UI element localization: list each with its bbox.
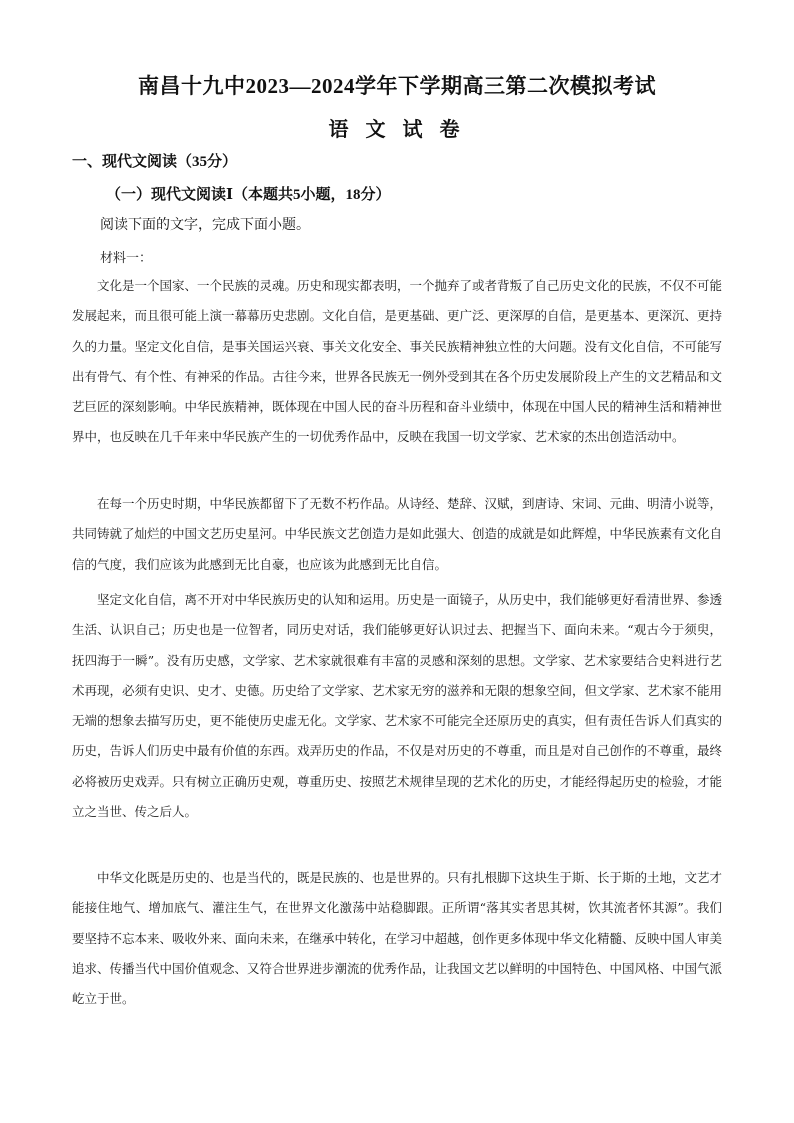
exam-subtitle: 语 文 试 卷	[328, 119, 466, 141]
paragraph-1: 文化是一个国家、一个民族的灵魂。历史和现实都表明，一个抛弃了或者背叛了自己历史文化的民族，不仅不可能发展起来，而且很可能上演一幕幕历史悲剧。文化自信，是更基础、更广泛、更深厚的自信，是更基本、更深沉、更持久的力量。坚定文化自信，是事关国运兴衰、事关文化安全、事关民族精神独立性的大问题。没有文化自信，不可能写出有骨气、有个性、有神采的作品。古往今来，世界各民族无一例外受到其在各个历史发展阶段上产生的文艺精品和文艺巨匠的深刻影响。中华民族精神，既体现在中国人民的奋斗历程和奋斗业绩中，体现在中国人民的精神生活和精神世界中，也反映在几千年来中华民族产生的一切优秀作品中，反映在我国一切文学家、艺术家的杰出创造活动中。	[72, 278, 723, 445]
paragraph-2: 在每一个历史时期，中华民族都留下了无数不朽作品。从诗经、楚辞、汉赋，到唐诗、宋词、元曲、明清小说等，共同铸就了灿烂的中国文艺历史星河。中华民族文艺创造力是如此强大、创造的成就是如此辉煌，中华民族素有文化自信的气度，我们应该为此感到无比自豪，也应该为此感到无比自信。	[72, 496, 723, 572]
material-label: 材料一：	[100, 250, 153, 265]
reading-instruction: 阅读下面的文字，完成下面小题。	[100, 216, 310, 232]
section-heading: 一、现代文阅读（35分）	[72, 154, 238, 170]
sub-section-heading: （一）现代文阅读Ⅰ（本题共5小题，18分）	[106, 187, 391, 203]
exam-title: 南昌十九中2023—2024学年下学期高三第二次模拟考试	[138, 74, 656, 98]
paragraph-3: 坚定文化自信，离不开对中华民族历史的认知和运用。历史是一面镜子，从历史中，我们能够更好看清世界、参透生活、认识自己；历史也是一位智者，同历史对话，我们能够更好认识过去、把握当下、面向未来。“观古今于须臾，抚四海于一瞬”。没有历史感，文学家、艺术家就很难有丰富的灵感和深刻的思想。文学家、艺术家要结合史料进行艺术再现，必须有史识、史才、史德。历史给了文学家、艺术家无穷的滋养和无限的想象空间，但文学家、艺术家不能用无端的想象去描写历史，更不能使历史虚无化。文学家、艺术家不可能完全还原历史的真实，但有责任告诉人们真实的历史，告诉人们历史中最有价值的东西。戏弄历史的作品，不仅是对历史的不尊重，而且是对自己创作的不尊重，最终必将被历史戏弄。只有树立正确历史观，尊重历史、按照艺术规律呈现的艺术化的历史，才能经得起历史的检验，才能立之当世、传之后人。	[72, 592, 723, 820]
paragraph-4: 中华文化既是历史的、也是当代的，既是民族的、也是世界的。只有扎根脚下这块生于斯、长于斯的土地，文艺才能接住地气、增加底气、灌注生气，在世界文化激荡中站稳脚跟。正所谓“落其实者思其树，饮其流者怀其源”。我们要坚持不忘本来、吸收外来、面向未来，在继承中转化，在学习中超越，创作更多体现中华文化精髓、反映中国人审美追求、传播当代中国价值观念、又符合世界进步潮流的优秀作品，让我国文艺以鲜明的中国特色、中国风格、中国气派屹立于世。	[72, 870, 723, 1007]
